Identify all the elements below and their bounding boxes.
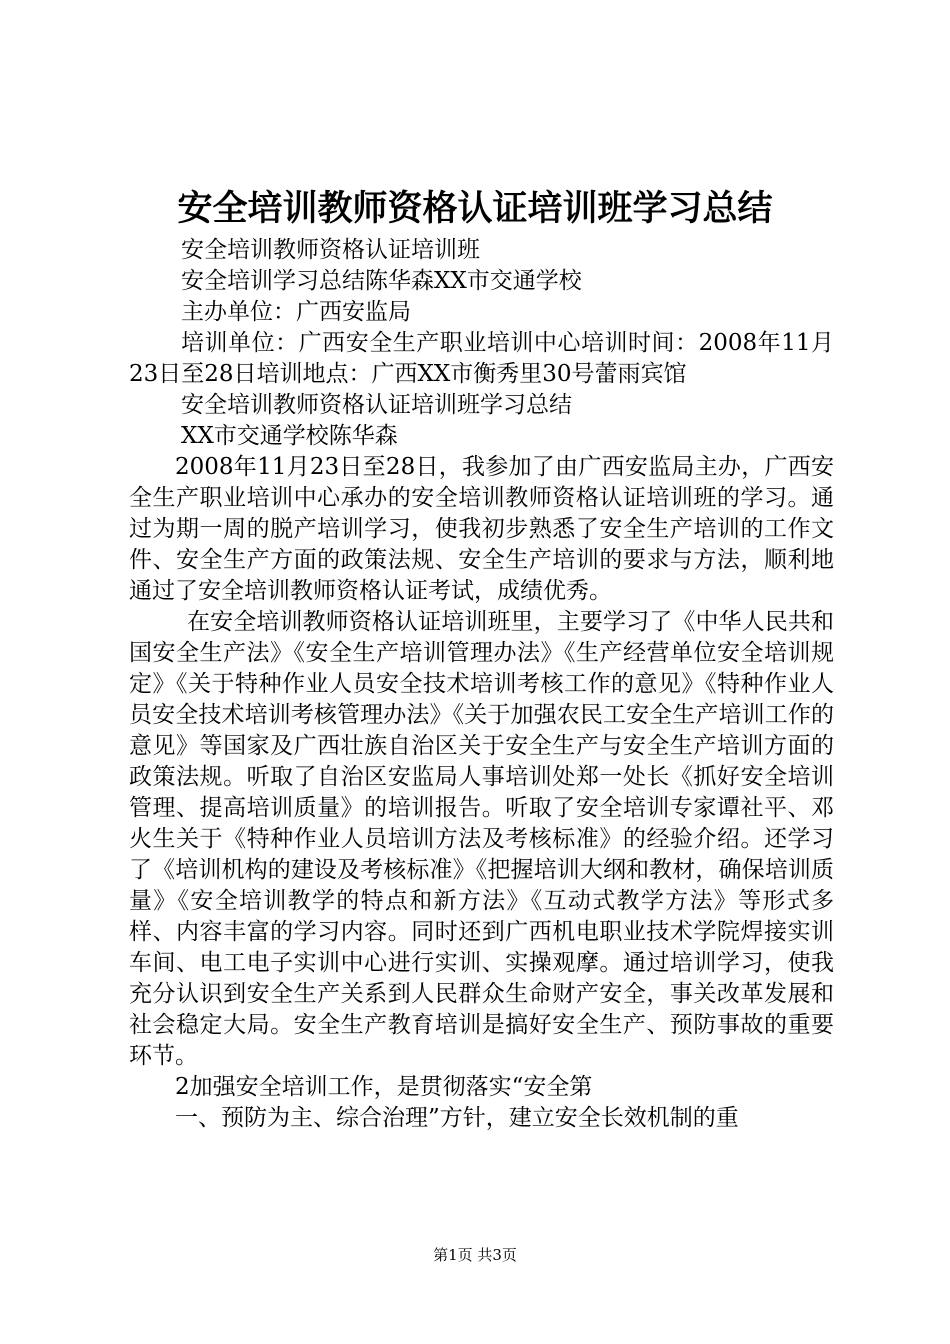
body-paragraph: 2008年11月23日至28日，我参加了由广西安监局主办，广西安全生产职业培训中心承办的安全培训教师资格认证培训班的学习。通过为期一周的脱产培训学习，使我初步熟悉了安全生产培训的工作文件、安全生产方面的政策法规、安全生产培训的要求与方法，顺利地通过了安全培训教师资格认证考试，成绩优秀。 <box>129 454 834 604</box>
body-paragraph: 2加强安全培训工作，是贯彻落实“安全第 <box>175 1074 593 1100</box>
header-line-organizer: 主办单位：广西安监局 <box>181 299 411 325</box>
header-line-summary-author: 安全培训学习总结陈华森XX市交通学校 <box>181 268 582 294</box>
body-paragraph: 一、预防为主、综合治理”方针，建立安全长效机制的重 <box>175 1105 739 1131</box>
body-paragraph: 在安全培训教师资格认证培训班里，主要学习了《中华人民共和国安全生产法》《安全生产培训管理办法》《生产经营单位安全培训规定》《关于特种作业人员安全技术培训考核工作的意见》《特种作业人员安全技术培训考核管理办法》《关于加强农民工安全生产培训工作的意见》等国家及广西壮族自治区关于安全生产与安全生产培训方面的政策法规。听取了自治区安监局人事培训处郑一处长《抓好安全培训管理、提高培训质量》的培训报告。听取了安全培训专家谭社平、邓火生关于《特种作业人员培训方法及考核标准》的经验介绍。还学习了《培训机构的建设及考核标准》《把握培训大纲和教材，确保培训质量》《安全培训教学的特点和新方法》《互动式教学方法》等形式多样、内容丰富的学习内容。同时还到广西机电职业技术学院焊接实训车间、电工电子实训中心进行实训、实操观摩。通过培训学习，使我充分认识到安全生产关系到人民群众生命财产安全，事关改革发展和社会稳定大局。安全生产教育培训是搞好安全生产、预防事故的重要环节。 <box>129 609 834 1069</box>
document-body <box>129 235 834 1134</box>
document-title: 安全培训教师资格认证培训班学习总结 <box>177 188 773 229</box>
document-author: XX市交通学校陈华森 <box>181 423 398 449</box>
training-info: 培训单位：广西安全生产职业培训中心培训时间：2008年11月23日至28日培训地点：广西XX市衡秀里30号蕾雨宾馆 <box>129 330 834 387</box>
page-footer: 第1页 共3页 <box>433 1246 517 1264</box>
document-subtitle: 安全培训教师资格认证培训班学习总结 <box>181 392 572 418</box>
header-line-course: 安全培训教师资格认证培训班 <box>181 237 480 263</box>
